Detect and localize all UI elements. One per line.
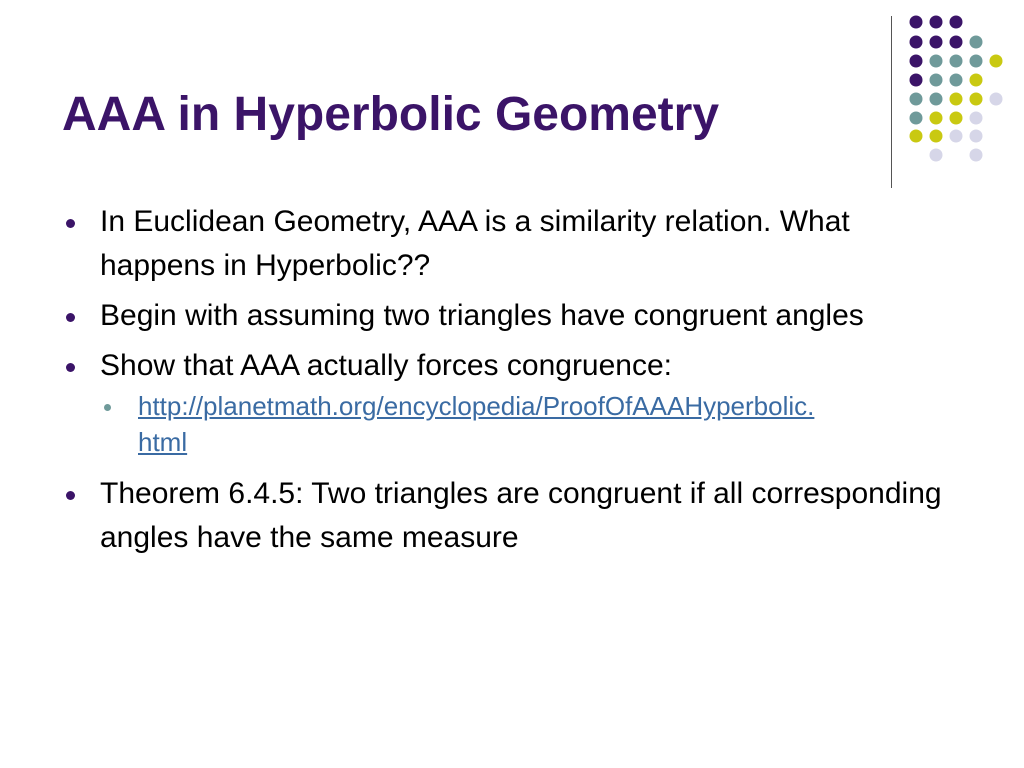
bullet-item (62, 472, 962, 560)
slide-title: AAA in Hyperbolic Geometry (62, 88, 720, 141)
bullet-dot-icon (66, 491, 75, 500)
bullet-list (62, 200, 962, 566)
bullet-text: Theorem 6.4.5: Two triangles are congruent if all corresponding angles have the same measure (100, 477, 942, 554)
sub-bullet-dot-icon (104, 404, 111, 411)
bullet-text: Begin with assuming two triangles have congruent angles (100, 299, 864, 332)
bullet-text: In Euclidean Geometry, AAA is a similarity relation. What happens in Hyperbolic?? (100, 205, 850, 282)
bullet-dot-icon (66, 313, 75, 322)
bullet-dot-icon (66, 363, 75, 372)
link-text-line2[interactable]: html (138, 427, 188, 457)
bullet-item (62, 200, 962, 288)
bullet-text: Show that AAA actually forces congruence: (100, 349, 673, 382)
bullet-item (62, 344, 962, 388)
bullet-dot-icon (66, 219, 75, 228)
bullet-item (62, 294, 962, 338)
link-text-line1[interactable]: http://planetmath.org/encyclopedia/ProofOfAAAHyperbolic. (138, 391, 815, 421)
sub-bullet-item (100, 388, 962, 460)
planetmath-link[interactable] (138, 391, 814, 457)
title-divider-line (891, 16, 892, 188)
